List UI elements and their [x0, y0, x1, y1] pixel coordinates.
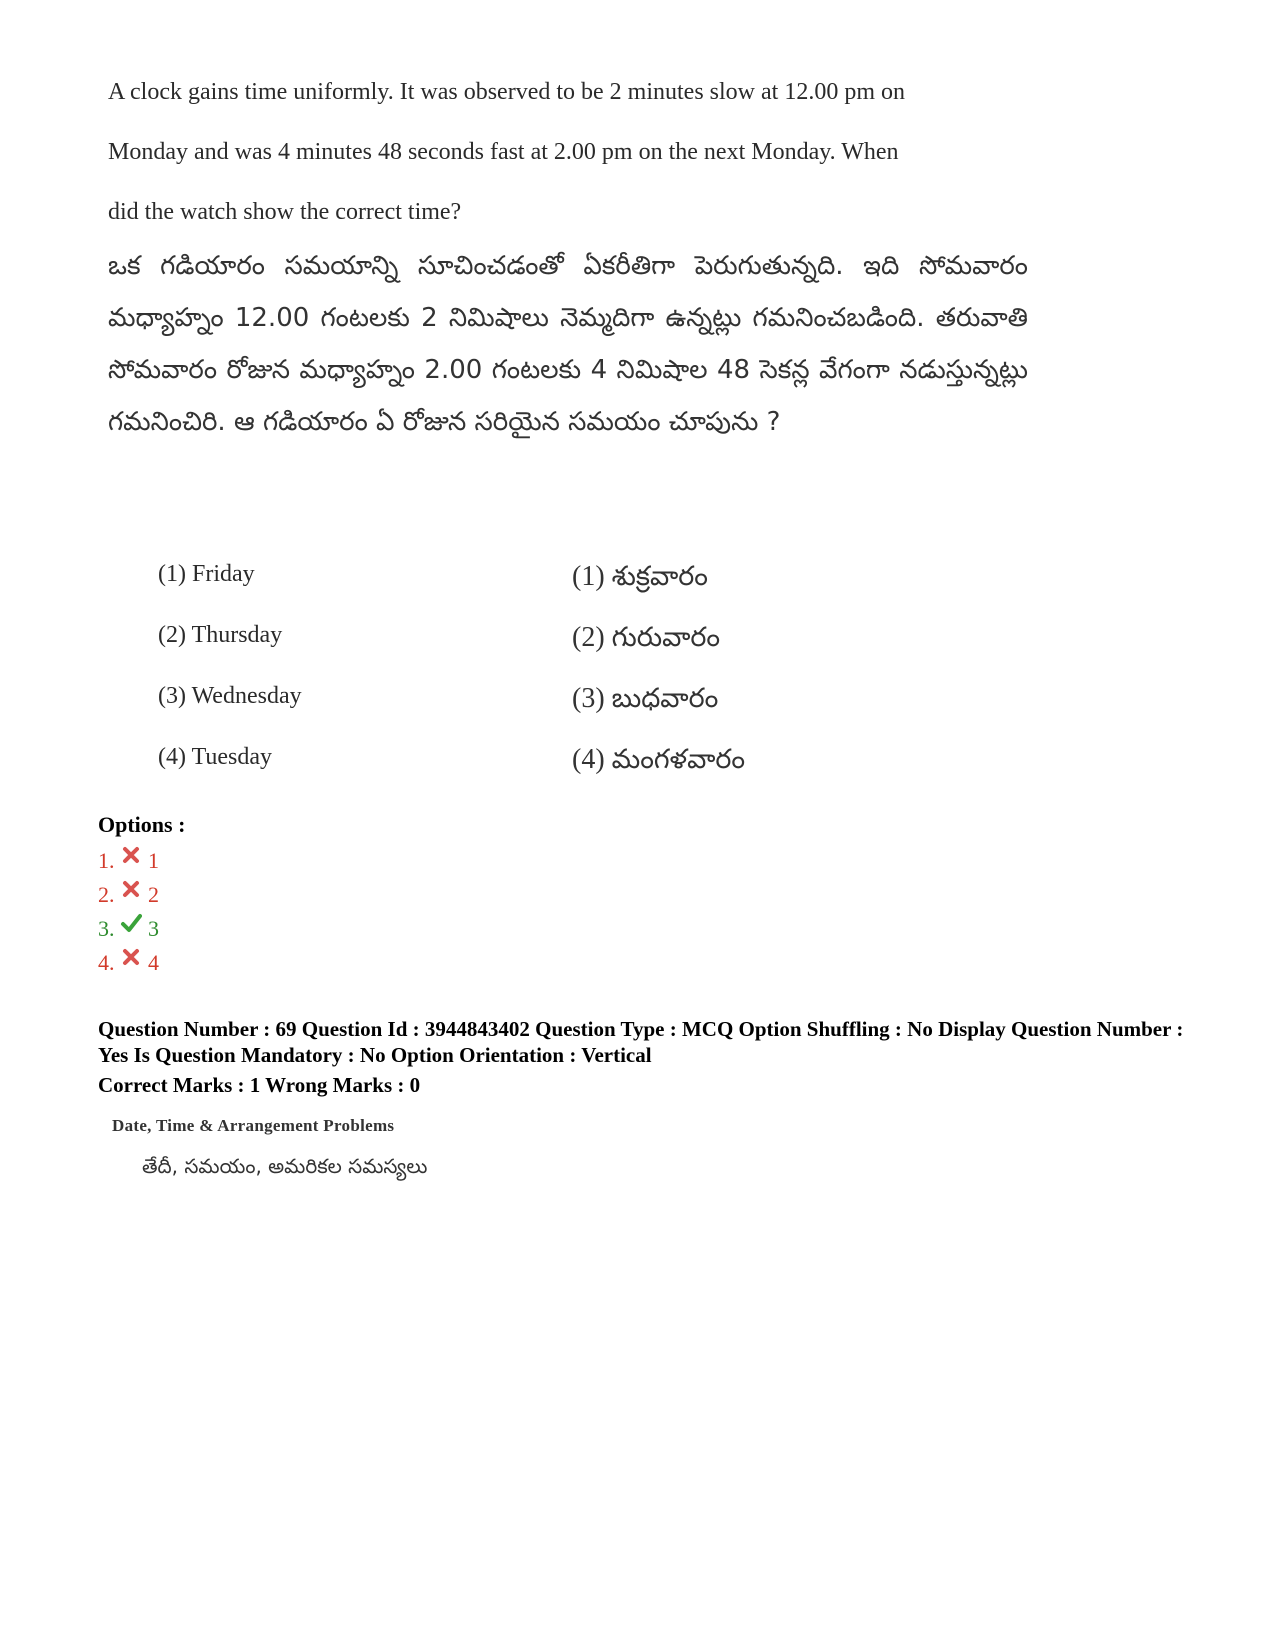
option-index: 3. — [98, 916, 115, 941]
choice-number: (1) — [158, 561, 186, 587]
check-icon — [120, 913, 142, 933]
question-line: did the watch show the correct time? — [108, 199, 462, 225]
choice-number: (3) — [158, 683, 186, 709]
option-index: 1. — [98, 848, 115, 873]
meta-details: Question Number : 69 Question Id : 3944843402 Question Type : MCQ Option Shuffling : No Display Question Number : Yes Is Question Mandatory : No Option Orientation : Vertical — [98, 1017, 1184, 1067]
choice-text: బుధవారం — [611, 683, 719, 714]
choice-text: Tuesday — [191, 744, 273, 770]
meta-marks: Correct Marks : 1 Wrong Marks : 0 — [98, 1073, 421, 1097]
option-value: 3 — [148, 916, 159, 941]
question-english — [108, 62, 1008, 242]
choice-number: (4) — [572, 744, 605, 775]
choice-item — [572, 552, 972, 613]
choice-item — [572, 674, 972, 735]
choice-number: (3) — [572, 683, 605, 714]
choices-telugu — [572, 552, 972, 796]
choice-text: Friday — [191, 561, 255, 587]
choice-text: గురువారం — [611, 622, 721, 653]
choice-item — [158, 613, 538, 674]
question-telugu: ఒక గడియారం సమయాన్ని సూచించడంతో ఏకరీతిగా పెరుగుతున్నది. ఇది సోమవారం మధ్యాహ్నం 12.00 గంటలకు 2 నిమిషాలు నెమ్మదిగా ఉన్నట్లు గమనించబడింది. తరువాతి సోమవారం రోజున మధ్యాహ్నం 2.00 గంటలకు 4 నిమిషాల 48 సెకన్ల వేగంగా నడుస్తున్నట్లు గమనించిరి. ఆ గడియారం ఏ రోజున సరియైన సమయం చూపును ? — [108, 251, 1028, 437]
choice-item — [158, 735, 538, 796]
section-title-english: Date, Time & Arrangement Problems — [112, 1116, 395, 1135]
question-meta — [98, 1016, 1198, 1098]
choice-item — [158, 552, 538, 613]
choice-number: (2) — [158, 622, 186, 648]
choice-text: శుక్రవారం — [611, 561, 708, 592]
cross-icon — [120, 845, 142, 865]
question-line: Monday and was 4 minutes 48 seconds fast at 2.00 pm on the next Monday. When — [108, 139, 899, 165]
choice-number: (1) — [572, 561, 605, 592]
choice-text: Wednesday — [191, 683, 302, 709]
option-row — [98, 912, 159, 946]
choice-item — [158, 674, 538, 735]
choice-number: (4) — [158, 744, 186, 770]
choice-number: (2) — [572, 622, 605, 653]
option-row — [98, 844, 159, 878]
option-value: 2 — [148, 882, 159, 907]
section-title-telugu: తేదీ, సమయం, అమరికల సమస్యలు — [142, 1154, 428, 1178]
question-line: A clock gains time uniformly. It was observed to be 2 minutes slow at 12.00 pm on — [108, 79, 905, 105]
option-index: 4. — [98, 950, 115, 975]
choice-text: Thursday — [191, 622, 283, 648]
choice-item — [572, 613, 972, 674]
option-value: 4 — [148, 950, 159, 975]
options-list — [98, 844, 159, 980]
cross-icon — [120, 947, 142, 967]
option-index: 2. — [98, 882, 115, 907]
option-value: 1 — [148, 848, 159, 873]
choice-item — [572, 735, 972, 796]
options-title: Options : — [98, 812, 186, 837]
choices-english — [158, 552, 538, 796]
option-row — [98, 878, 159, 912]
cross-icon — [120, 879, 142, 899]
choice-text: మంగళవారం — [611, 744, 746, 775]
option-row — [98, 946, 159, 980]
